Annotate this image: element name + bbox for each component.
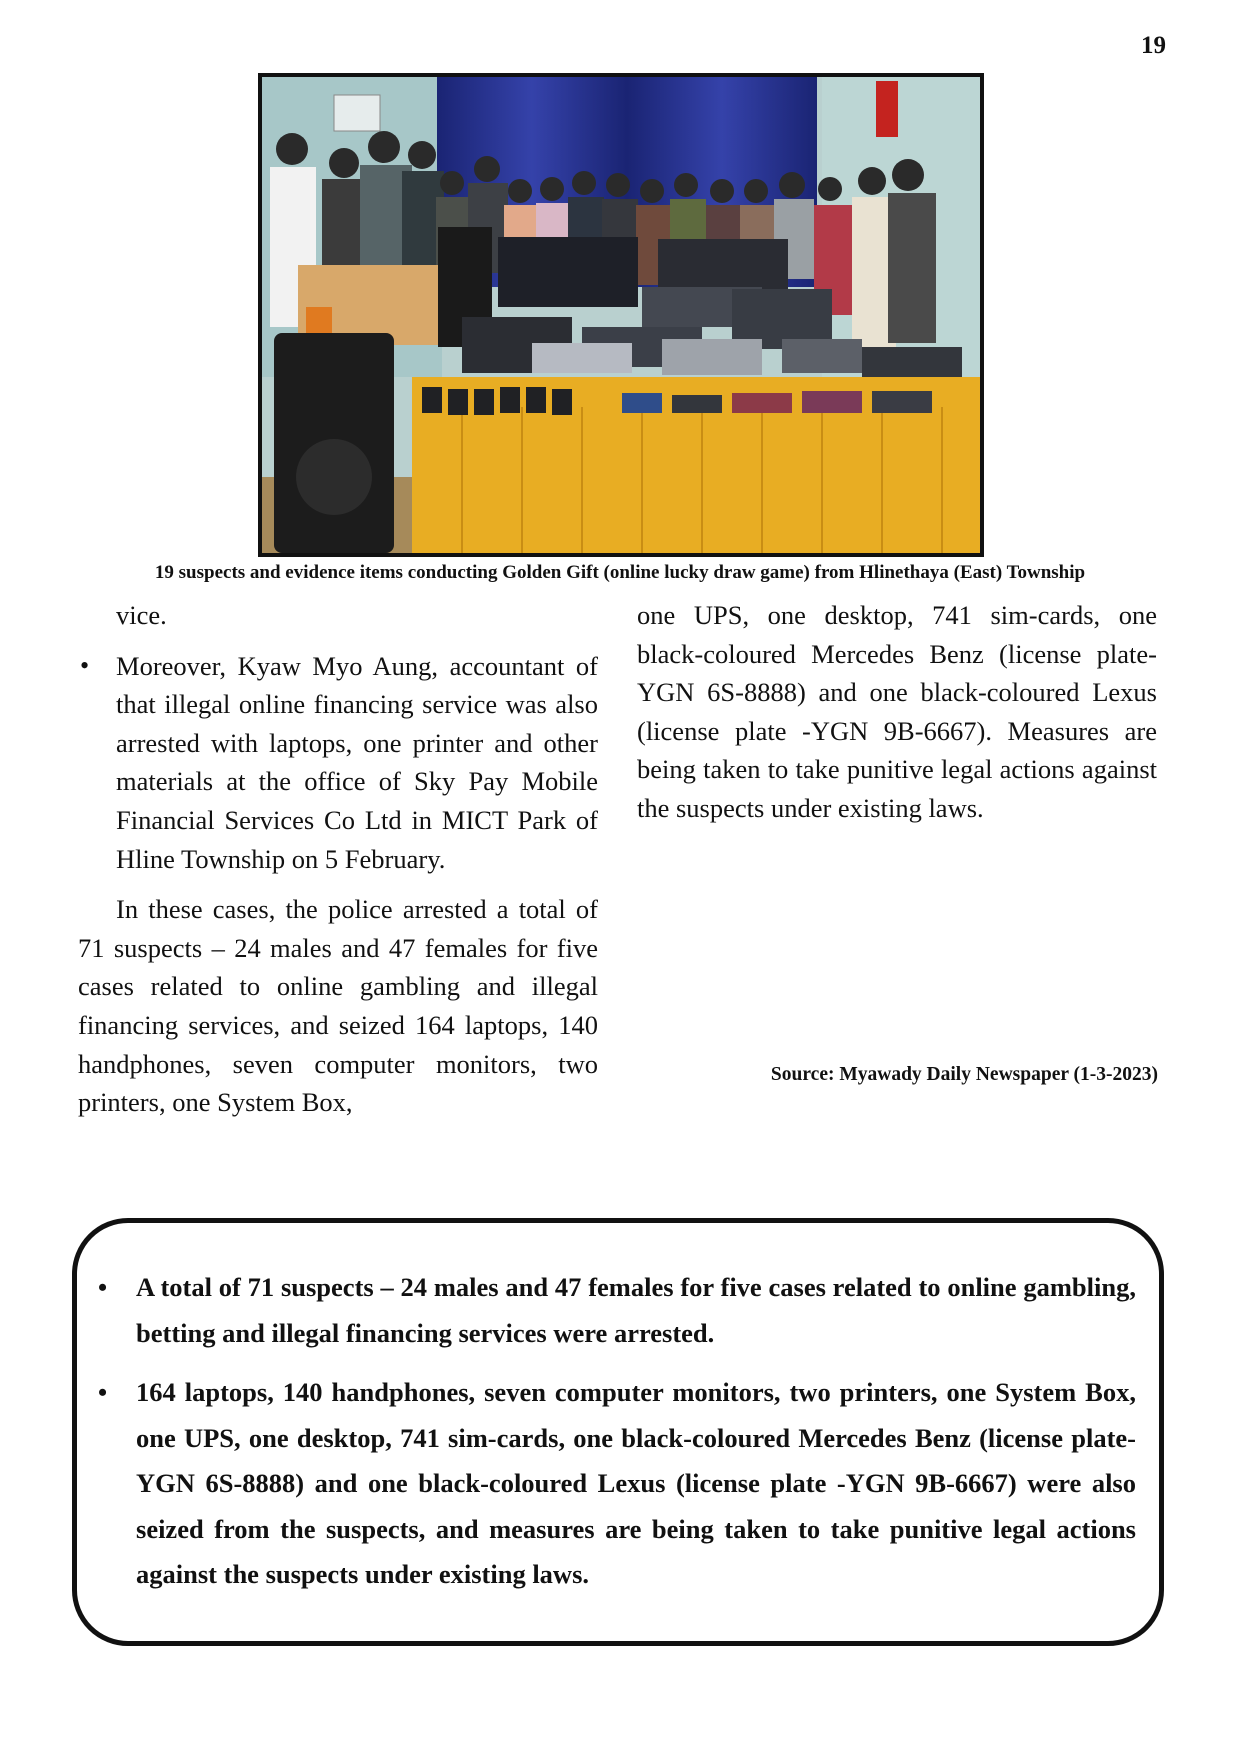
- summary-item: [98, 1265, 1136, 1356]
- bullet-dot: •: [98, 1273, 108, 1302]
- summary-list: [98, 1265, 1136, 1612]
- source-credit: Source: Myawady Daily Newspaper (1-3-2023): [770, 1064, 1158, 1085]
- summary-item: [98, 1370, 1136, 1598]
- news-photo: [258, 73, 984, 557]
- bullet-paragraph: [78, 647, 598, 879]
- body-paragraph: In these cases, the police arrested a total of 71 suspects – 24 males and 47 females for five cases related to online gambling and illegal financing services, and seized 164 laptops, 140 handphones, seven computer monitors, two printers, one System Box,: [78, 894, 598, 1118]
- left-column: [78, 596, 598, 1122]
- summary-text: A total of 71 suspects – 24 males and 47 females for five cases related to online gambling, betting and illegal financing services were arrested.: [136, 1272, 1136, 1348]
- page-number: 19: [1141, 32, 1166, 59]
- continued-text: vice.: [116, 600, 167, 630]
- bullet-dot: •: [80, 650, 90, 680]
- bullet-text: Moreover, Kyaw Myo Aung, accountant of that illegal online financing service was also arrested with laptops, one printer and other materials at the office of Sky Pay Mobile Financial Services Co Ltd in MICT Park of Hline Township on 5 February.: [116, 650, 598, 874]
- photo-illustration: [262, 77, 980, 553]
- photo-caption: 19 suspects and evidence items conducting Golden Gift (online lucky draw game) from Hlinethaya (East) Township: [154, 562, 1086, 583]
- summary-text: 164 laptops, 140 handphones, seven computer monitors, two printers, one System Box, one UPS, one desktop, 741 sim-cards, one black-coloured Mercedes Benz (license plate-YGN 6S-8888) and one black-coloured Lexus (license plate -YGN 9B-6667) were also seized from the suspects, and measures are being taken to take punitive legal actions against the suspects under existing laws.: [136, 1377, 1136, 1589]
- body-paragraph-continued: one UPS, one desktop, 741 sim-cards, one black-coloured Mercedes Benz (license plate-YGN 6S-8888) and one black-coloured Lexus (license plate -YGN 9B-6667). Measures are being taken to take punitive legal actions against the suspects under existing laws.: [637, 600, 1157, 823]
- right-column: [637, 596, 1157, 828]
- bullet-dot: •: [98, 1378, 108, 1407]
